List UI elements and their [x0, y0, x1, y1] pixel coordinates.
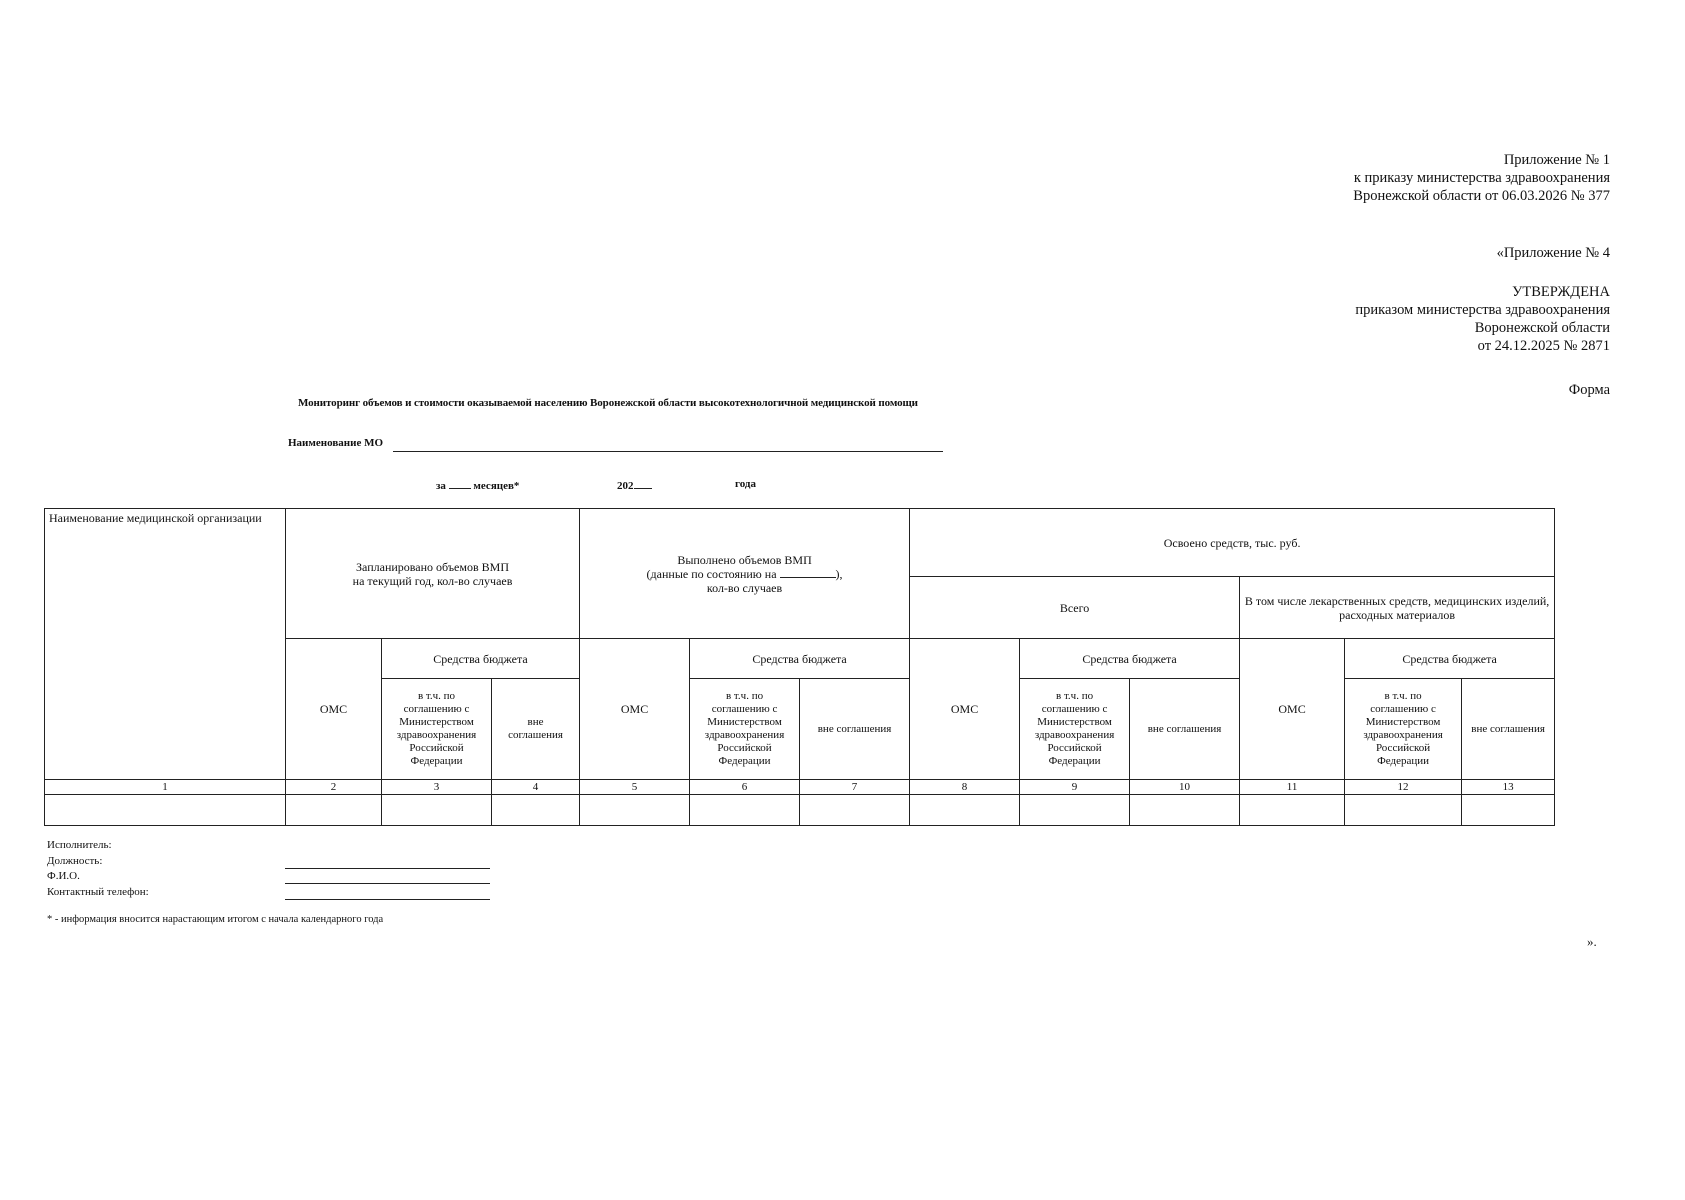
budget-header-materials: Средства бюджета	[1345, 639, 1555, 679]
outside-line-2: соглашения	[508, 729, 563, 741]
executor-label: Исполнитель:	[47, 839, 112, 851]
col-num-10: 10	[1130, 780, 1240, 795]
agreement-line: в т.ч. по	[417, 690, 456, 702]
spent-header: Освоено средств, тыс. руб.	[910, 509, 1555, 577]
data-cell[interactable]	[1462, 795, 1555, 826]
oms-header-8: ОМС	[910, 639, 1020, 780]
outside-header-13: вне соглашения	[1462, 679, 1555, 780]
agreement-line: в т.ч. по	[725, 690, 764, 702]
col-num-8: 8	[910, 780, 1020, 795]
planned-line-1: Запланировано объемов ВМП	[356, 559, 509, 574]
agreement-line: Российской	[1047, 742, 1102, 754]
year-prefix: 202	[617, 480, 634, 492]
col-num-1: 1	[45, 780, 286, 795]
done-line-2-end: ),	[835, 566, 843, 581]
year-blank	[634, 478, 652, 489]
appendix-block	[1353, 151, 1610, 205]
oms-header-11: ОМС	[1240, 639, 1345, 780]
total-header: Всего	[910, 577, 1240, 639]
approved-line-3: Воронежской области	[1474, 320, 1610, 336]
approved-block	[1355, 283, 1610, 355]
done-line-3: кол-во случаев	[706, 580, 783, 595]
data-cell[interactable]	[1130, 795, 1240, 826]
col-num-2: 2	[286, 780, 382, 795]
agreement-header-12	[1345, 679, 1462, 780]
data-cell[interactable]	[800, 795, 910, 826]
fio-label: Ф.И.О.	[47, 870, 80, 882]
agreement-header-9	[1020, 679, 1130, 780]
year-word: года	[735, 478, 756, 490]
agreement-line: в т.ч. по	[1056, 690, 1094, 702]
phone-label: Контактный телефон:	[47, 885, 149, 898]
outside-header-7: вне соглашения	[800, 679, 910, 780]
data-cell[interactable]	[1345, 795, 1462, 826]
done-line-2-text: (данные по состоянию на	[646, 566, 777, 581]
agreement-line: Федерации	[1048, 755, 1101, 767]
footer-block	[47, 838, 149, 900]
phone-line	[285, 899, 490, 900]
budget-header-total: Средства бюджета	[1020, 639, 1240, 679]
appendix4-label: «Приложение № 4	[1496, 245, 1610, 261]
end-quote-mark: ».	[1587, 934, 1597, 949]
data-cell[interactable]	[45, 795, 286, 826]
period-months-word: месяцев*	[473, 480, 520, 492]
approved-line-2: приказом министерства здравоохранения	[1355, 302, 1610, 318]
col-num-5: 5	[580, 780, 690, 795]
oms-header-5: ОМС	[580, 639, 690, 780]
agreement-line: Российской	[1375, 742, 1431, 754]
agreement-line: соглашению с	[1370, 703, 1436, 715]
agreement-line: здравоохранения	[396, 729, 477, 741]
agreement-line: Министерством	[1037, 716, 1112, 728]
done-line-1: Выполнено объемов ВМП	[677, 552, 812, 567]
agreement-line: Министерством	[707, 716, 782, 728]
agreement-line: Российской	[717, 742, 772, 754]
mo-input-line	[393, 451, 943, 452]
planned-line-2: на текущий год, кол-во случаев	[352, 573, 513, 588]
agreement-line: соглашению с	[711, 703, 778, 715]
budget-header-done: Средства бюджета	[690, 639, 910, 679]
agreement-line: Министерством	[399, 716, 474, 728]
period-za: за	[436, 480, 446, 492]
agreement-header-6	[690, 679, 800, 780]
data-cell[interactable]	[286, 795, 382, 826]
date-blank	[780, 568, 836, 578]
outside-line-1: вне	[527, 716, 544, 728]
col-num-4: 4	[492, 780, 580, 795]
period-months	[436, 478, 519, 492]
done-line-2	[582, 567, 907, 581]
col-num-12: 12	[1345, 780, 1462, 795]
mo-label: Наименование МО	[288, 437, 384, 449]
approved-line-1: УТВЕРЖДЕНА	[1512, 284, 1610, 300]
months-blank	[449, 478, 471, 489]
agreement-line: здравоохранения	[704, 729, 785, 741]
agreement-line: здравоохранения	[1363, 729, 1443, 741]
col-num-3: 3	[382, 780, 492, 795]
period-year	[617, 478, 652, 492]
agreement-line: Федерации	[410, 755, 463, 767]
agreement-line: здравоохранения	[1034, 729, 1115, 741]
col-num-6: 6	[690, 780, 800, 795]
agreement-line: соглашению с	[403, 703, 470, 715]
agreement-line: Российской	[409, 742, 464, 754]
budget-header-planned: Средства бюджета	[382, 639, 580, 679]
agreement-header-3	[382, 679, 492, 780]
column-numbers-row	[45, 780, 1555, 795]
data-cell[interactable]	[910, 795, 1020, 826]
agreement-line: соглашению с	[1041, 703, 1108, 715]
data-row	[45, 795, 1555, 826]
data-cell[interactable]	[690, 795, 800, 826]
appendix-line-1: Приложение № 1	[1503, 152, 1610, 168]
position-line	[285, 868, 490, 869]
position-label: Должность:	[47, 854, 103, 867]
done-header	[580, 509, 910, 639]
fio-line	[285, 883, 490, 884]
data-cell[interactable]	[580, 795, 690, 826]
data-cell[interactable]	[1240, 795, 1345, 826]
appendix-line-2: к приказу министерства здравоохранения	[1353, 170, 1610, 186]
document-title: Мониторинг объемов и стоимости оказываемой населению Воронежской области высокотехнологичной медицинской помощи	[298, 397, 918, 409]
footnote: * - информация вносится нарастающим итогом с начала календарного года	[47, 914, 384, 925]
org-name-header: Наименование медицинской организации	[45, 509, 286, 780]
agreement-line: в т.ч. по	[1384, 690, 1422, 702]
agreement-line: Федерации	[1377, 755, 1430, 767]
data-cell[interactable]	[382, 795, 492, 826]
outside-header-10: вне соглашения	[1130, 679, 1240, 780]
col-num-11: 11	[1240, 780, 1345, 795]
outside-header-4	[492, 679, 580, 780]
incl-materials-header: В том числе лекарственных средств, медицинских изделий, расходных материалов	[1240, 577, 1555, 639]
form-label: Форма	[1568, 382, 1610, 398]
oms-header-2: ОМС	[286, 639, 382, 780]
data-cell[interactable]	[1020, 795, 1130, 826]
agreement-line: Федерации	[718, 755, 771, 767]
appendix-line-3: Вронежской области от 06.03.2026 № 377	[1353, 188, 1610, 204]
col-num-9: 9	[1020, 780, 1130, 795]
approved-line-4: от 24.12.2025 № 2871	[1477, 338, 1610, 354]
col-num-13: 13	[1462, 780, 1555, 795]
data-cell[interactable]	[492, 795, 580, 826]
col-num-7: 7	[800, 780, 910, 795]
monitoring-table	[44, 508, 1555, 826]
agreement-line: Министерством	[1365, 716, 1441, 728]
planned-header	[286, 509, 580, 639]
